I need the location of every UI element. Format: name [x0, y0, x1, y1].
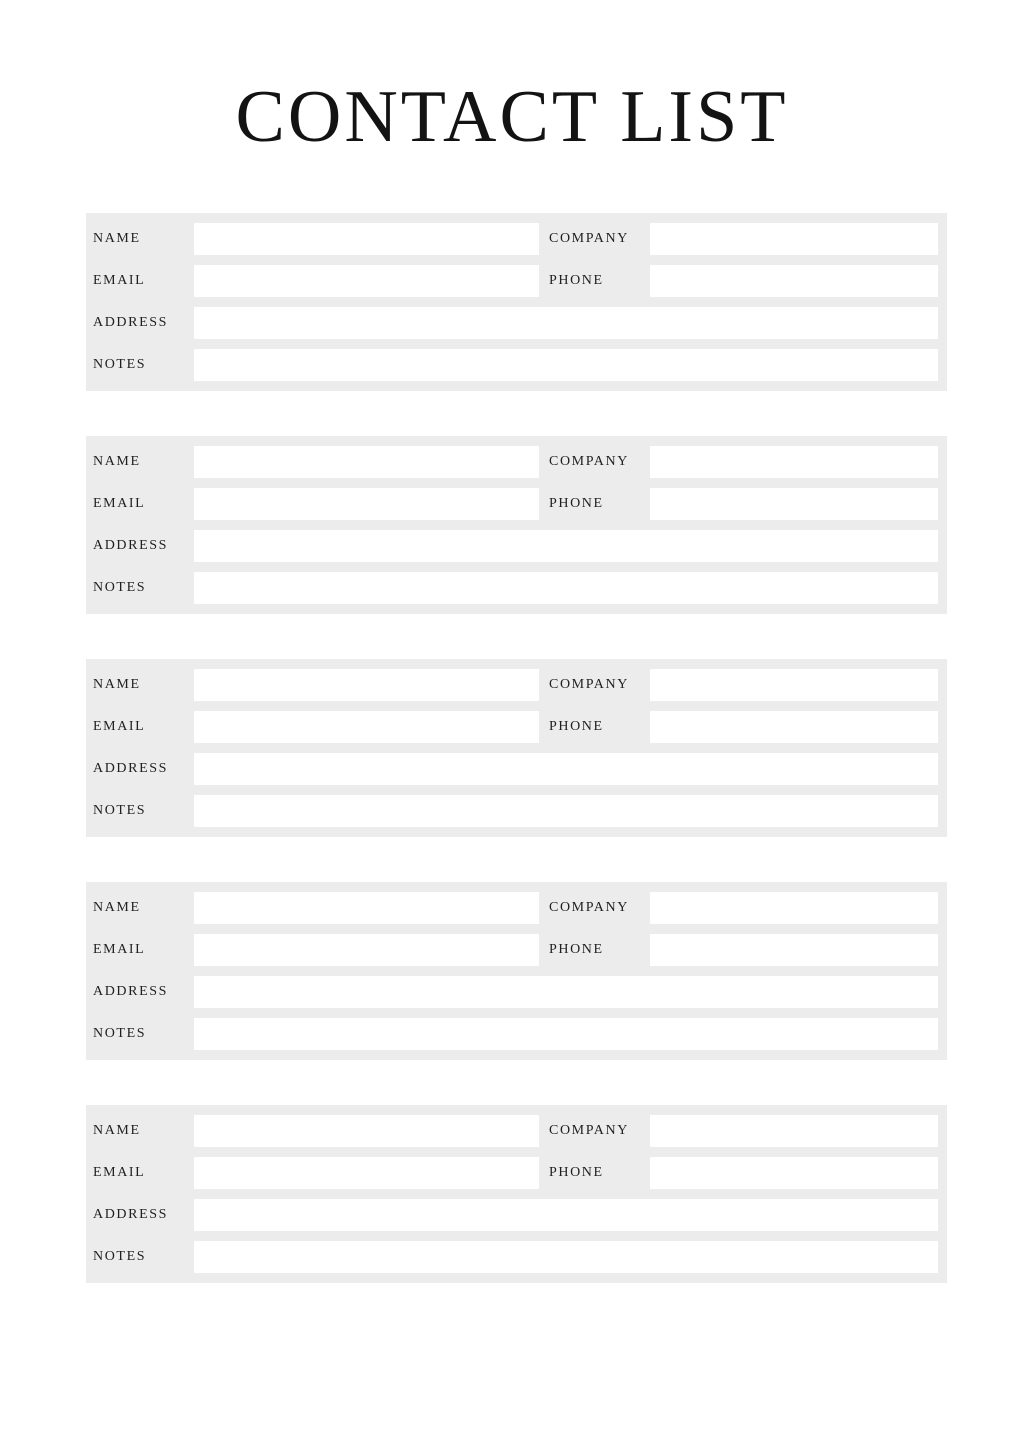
company-label: COMPANY	[549, 454, 629, 469]
phone-label: PHONE	[549, 1165, 604, 1180]
company-input[interactable]	[650, 1115, 938, 1147]
address-label: ADDRESS	[93, 538, 168, 553]
address-input[interactable]	[194, 307, 938, 339]
email-input[interactable]	[194, 934, 539, 966]
contact-card	[86, 436, 947, 614]
address-input[interactable]	[194, 976, 938, 1008]
company-input[interactable]	[650, 669, 938, 701]
notes-label: NOTES	[93, 803, 147, 818]
name-label: NAME	[93, 900, 141, 915]
notes-label: NOTES	[93, 357, 147, 372]
address-input[interactable]	[194, 530, 938, 562]
name-label: NAME	[93, 677, 141, 692]
company-label: COMPANY	[549, 231, 629, 246]
phone-input[interactable]	[650, 1157, 938, 1189]
company-label: COMPANY	[549, 677, 629, 692]
name-input[interactable]	[194, 669, 539, 701]
page-title: CONTACT LIST	[235, 76, 789, 158]
notes-input[interactable]	[194, 572, 938, 604]
name-label: NAME	[93, 1123, 141, 1138]
company-input[interactable]	[650, 446, 938, 478]
phone-label: PHONE	[549, 719, 604, 734]
email-label: EMAIL	[93, 273, 146, 288]
notes-input[interactable]	[194, 1241, 938, 1273]
phone-input[interactable]	[650, 934, 938, 966]
notes-label: NOTES	[93, 1026, 147, 1041]
contact-card	[86, 213, 947, 391]
name-input[interactable]	[194, 446, 539, 478]
contact-card	[86, 1105, 947, 1283]
name-label: NAME	[93, 231, 141, 246]
notes-input[interactable]	[194, 1018, 938, 1050]
email-input[interactable]	[194, 711, 539, 743]
email-label: EMAIL	[93, 1165, 146, 1180]
name-label: NAME	[93, 454, 141, 469]
name-input[interactable]	[194, 892, 539, 924]
address-label: ADDRESS	[93, 984, 168, 999]
notes-input[interactable]	[194, 795, 938, 827]
company-label: COMPANY	[549, 1123, 629, 1138]
company-input[interactable]	[650, 223, 938, 255]
address-input[interactable]	[194, 1199, 938, 1231]
email-label: EMAIL	[93, 719, 146, 734]
notes-label: NOTES	[93, 580, 147, 595]
phone-input[interactable]	[650, 711, 938, 743]
phone-label: PHONE	[549, 496, 604, 511]
phone-input[interactable]	[650, 265, 938, 297]
email-input[interactable]	[194, 488, 539, 520]
phone-input[interactable]	[650, 488, 938, 520]
email-input[interactable]	[194, 265, 539, 297]
name-input[interactable]	[194, 223, 539, 255]
address-label: ADDRESS	[93, 315, 168, 330]
company-label: COMPANY	[549, 900, 629, 915]
address-input[interactable]	[194, 753, 938, 785]
name-input[interactable]	[194, 1115, 539, 1147]
email-label: EMAIL	[93, 496, 146, 511]
company-input[interactable]	[650, 892, 938, 924]
contact-card-list	[0, 213, 1024, 1283]
email-label: EMAIL	[93, 942, 146, 957]
address-label: ADDRESS	[93, 1207, 168, 1222]
phone-label: PHONE	[549, 942, 604, 957]
notes-input[interactable]	[194, 349, 938, 381]
email-input[interactable]	[194, 1157, 539, 1189]
notes-label: NOTES	[93, 1249, 147, 1264]
contact-card	[86, 882, 947, 1060]
address-label: ADDRESS	[93, 761, 168, 776]
phone-label: PHONE	[549, 273, 604, 288]
contact-card	[86, 659, 947, 837]
